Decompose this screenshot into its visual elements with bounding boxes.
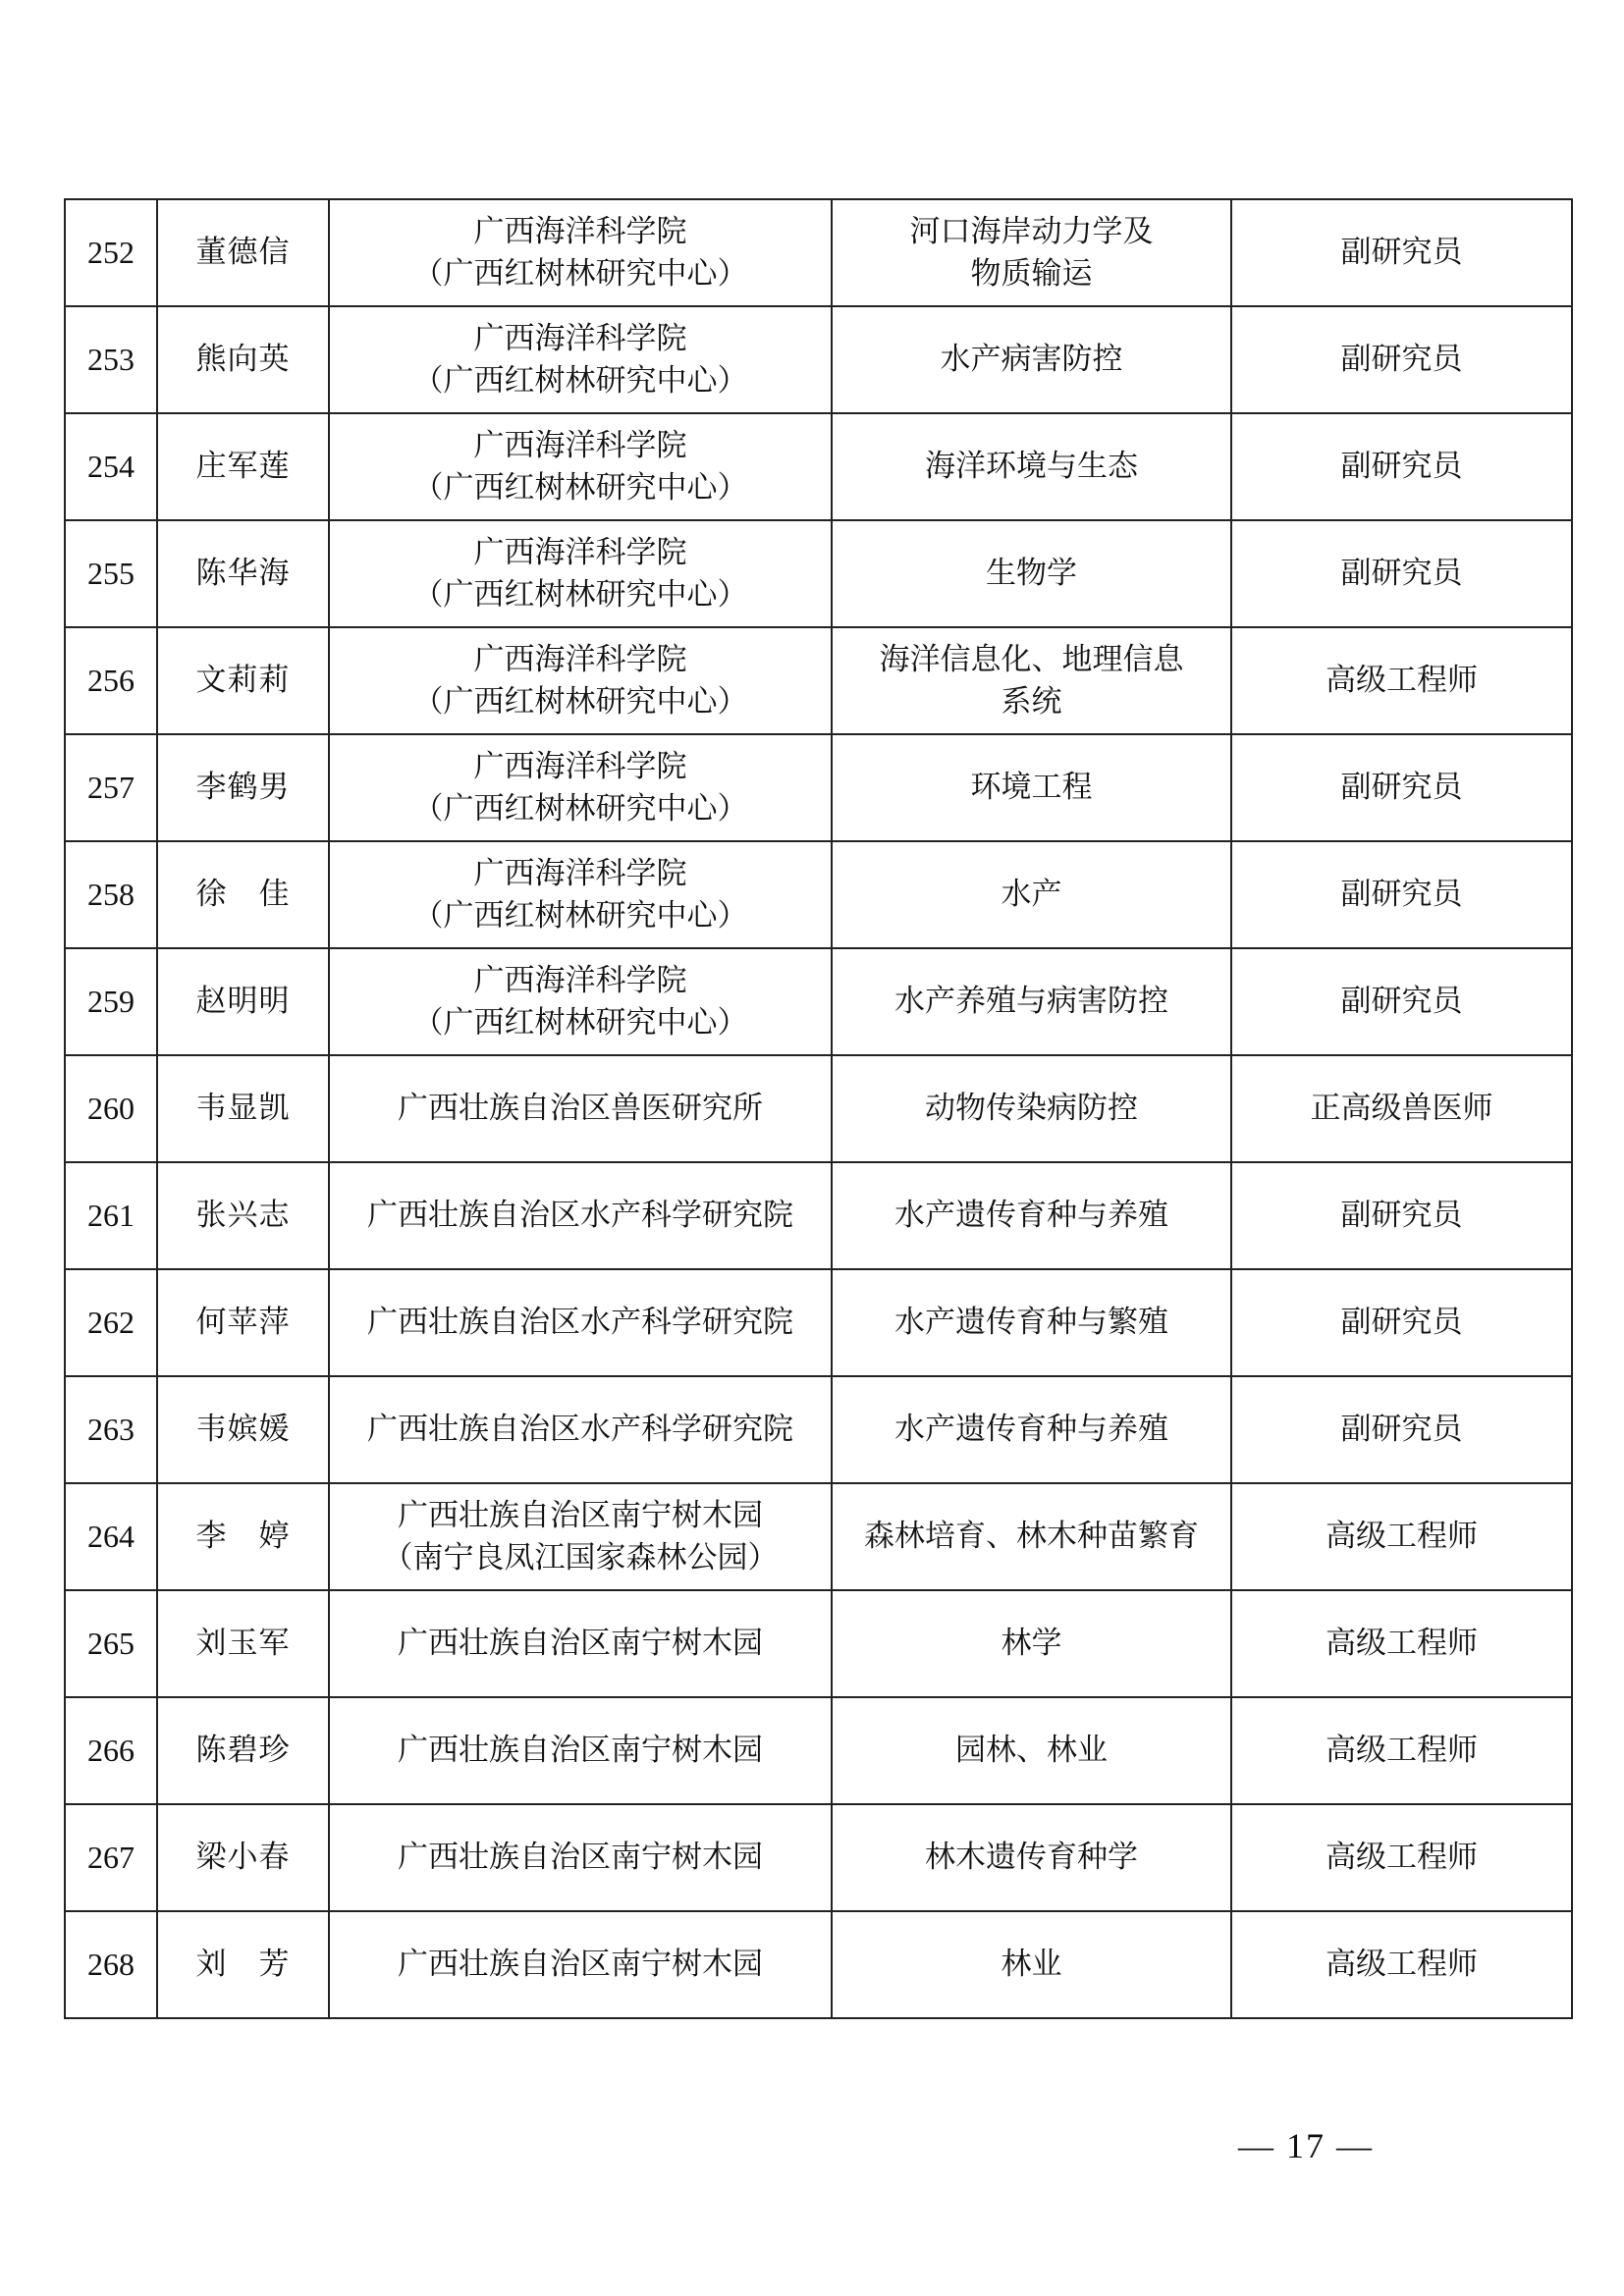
organization-cell: 广西壮族自治区南宁树木园 (329, 1911, 832, 2018)
seq-cell: 266 (65, 1697, 157, 1804)
seq-cell: 258 (65, 841, 157, 948)
field-cell: 园林、林业 (832, 1697, 1231, 1804)
title-cell: 副研究员 (1231, 520, 1572, 627)
table-row (65, 1804, 1572, 1911)
title-cell: 正高级兽医师 (1231, 1055, 1572, 1162)
organization-cell: 广西壮族自治区南宁树木园 (329, 1804, 832, 1911)
seq-cell: 259 (65, 948, 157, 1055)
title-cell: 高级工程师 (1231, 1804, 1572, 1911)
field-cell: 环境工程 (832, 734, 1231, 841)
seq-cell: 265 (65, 1590, 157, 1697)
name-cell: 韦嫔媛 (157, 1376, 329, 1483)
name-cell: 董德信 (157, 199, 329, 306)
name-cell: 庄军莲 (157, 413, 329, 520)
name-cell: 张兴志 (157, 1162, 329, 1269)
table-row (65, 413, 1572, 520)
field-cell: 生物学 (832, 520, 1231, 627)
organization-cell: 广西壮族自治区南宁树木园 (329, 1697, 832, 1804)
title-cell: 副研究员 (1231, 1269, 1572, 1376)
seq-cell: 261 (65, 1162, 157, 1269)
name-cell: 熊向英 (157, 306, 329, 413)
name-cell: 何苹萍 (157, 1269, 329, 1376)
seq-cell: 256 (65, 627, 157, 734)
title-cell: 副研究员 (1231, 199, 1572, 306)
roster-table (64, 198, 1573, 2019)
name-cell: 陈华海 (157, 520, 329, 627)
title-cell: 副研究员 (1231, 734, 1572, 841)
organization-cell: 广西海洋科学院 （广西红树林研究中心） (329, 199, 832, 306)
title-cell: 高级工程师 (1231, 1697, 1572, 1804)
organization-cell: 广西壮族自治区水产科学研究院 (329, 1376, 832, 1483)
table-row (65, 734, 1572, 841)
table-row (65, 1376, 1572, 1483)
field-cell: 海洋信息化、地理信息 系统 (832, 627, 1231, 734)
field-cell: 水产病害防控 (832, 306, 1231, 413)
table-row (65, 841, 1572, 948)
table-row (65, 1911, 1572, 2018)
organization-cell: 广西壮族自治区南宁树木园 （南宁良凤江国家森林公园） (329, 1483, 832, 1590)
seq-cell: 253 (65, 306, 157, 413)
title-cell: 高级工程师 (1231, 1911, 1572, 2018)
seq-cell: 257 (65, 734, 157, 841)
table-row (65, 1590, 1572, 1697)
name-cell: 韦显凯 (157, 1055, 329, 1162)
seq-cell: 267 (65, 1804, 157, 1911)
seq-cell: 255 (65, 520, 157, 627)
organization-cell: 广西海洋科学院 （广西红树林研究中心） (329, 413, 832, 520)
name-cell: 陈碧珍 (157, 1697, 329, 1804)
name-cell: 刘 芳 (157, 1911, 329, 2018)
organization-cell: 广西海洋科学院 （广西红树林研究中心） (329, 627, 832, 734)
title-cell: 高级工程师 (1231, 1590, 1572, 1697)
field-cell: 林学 (832, 1590, 1231, 1697)
seq-cell: 252 (65, 199, 157, 306)
organization-cell: 广西壮族自治区兽医研究所 (329, 1055, 832, 1162)
organization-cell: 广西海洋科学院 （广西红树林研究中心） (329, 306, 832, 413)
organization-cell: 广西壮族自治区水产科学研究院 (329, 1162, 832, 1269)
field-cell: 河口海岸动力学及 物质输运 (832, 199, 1231, 306)
organization-cell: 广西壮族自治区南宁树木园 (329, 1590, 832, 1697)
organization-cell: 广西海洋科学院 （广西红树林研究中心） (329, 948, 832, 1055)
name-cell: 徐 佳 (157, 841, 329, 948)
table-row (65, 627, 1572, 734)
field-cell: 水产遗传育种与繁殖 (832, 1269, 1231, 1376)
field-cell: 森林培育、林木种苗繁育 (832, 1483, 1231, 1590)
field-cell: 水产遗传育种与养殖 (832, 1162, 1231, 1269)
field-cell: 水产养殖与病害防控 (832, 948, 1231, 1055)
seq-cell: 262 (65, 1269, 157, 1376)
title-cell: 副研究员 (1231, 306, 1572, 413)
organization-cell: 广西海洋科学院 （广西红树林研究中心） (329, 734, 832, 841)
title-cell: 副研究员 (1231, 1162, 1572, 1269)
title-cell: 副研究员 (1231, 413, 1572, 520)
seq-cell: 254 (65, 413, 157, 520)
page-number: — 17 — (1238, 2126, 1374, 2165)
name-cell: 梁小春 (157, 1804, 329, 1911)
name-cell: 赵明明 (157, 948, 329, 1055)
title-cell: 副研究员 (1231, 948, 1572, 1055)
organization-cell: 广西海洋科学院 （广西红树林研究中心） (329, 520, 832, 627)
seq-cell: 263 (65, 1376, 157, 1483)
table-row (65, 1697, 1572, 1804)
title-cell: 副研究员 (1231, 1376, 1572, 1483)
table-row (65, 1483, 1572, 1590)
table-row (65, 520, 1572, 627)
title-cell: 高级工程师 (1231, 1483, 1572, 1590)
table-row (65, 1269, 1572, 1376)
name-cell: 李 婷 (157, 1483, 329, 1590)
roster-table-body (65, 199, 1572, 2018)
field-cell: 水产 (832, 841, 1231, 948)
table-row (65, 306, 1572, 413)
table-row (65, 199, 1572, 306)
title-cell: 高级工程师 (1231, 627, 1572, 734)
organization-cell: 广西海洋科学院 （广西红树林研究中心） (329, 841, 832, 948)
title-cell: 副研究员 (1231, 841, 1572, 948)
field-cell: 林业 (832, 1911, 1231, 2018)
seq-cell: 260 (65, 1055, 157, 1162)
name-cell: 文莉莉 (157, 627, 329, 734)
seq-cell: 268 (65, 1911, 157, 2018)
field-cell: 动物传染病防控 (832, 1055, 1231, 1162)
name-cell: 李鹤男 (157, 734, 329, 841)
seq-cell: 264 (65, 1483, 157, 1590)
table-row (65, 1162, 1572, 1269)
table-row (65, 1055, 1572, 1162)
table-row (65, 948, 1572, 1055)
name-cell: 刘玉军 (157, 1590, 329, 1697)
organization-cell: 广西壮族自治区水产科学研究院 (329, 1269, 832, 1376)
field-cell: 海洋环境与生态 (832, 413, 1231, 520)
field-cell: 林木遗传育种学 (832, 1804, 1231, 1911)
field-cell: 水产遗传育种与养殖 (832, 1376, 1231, 1483)
